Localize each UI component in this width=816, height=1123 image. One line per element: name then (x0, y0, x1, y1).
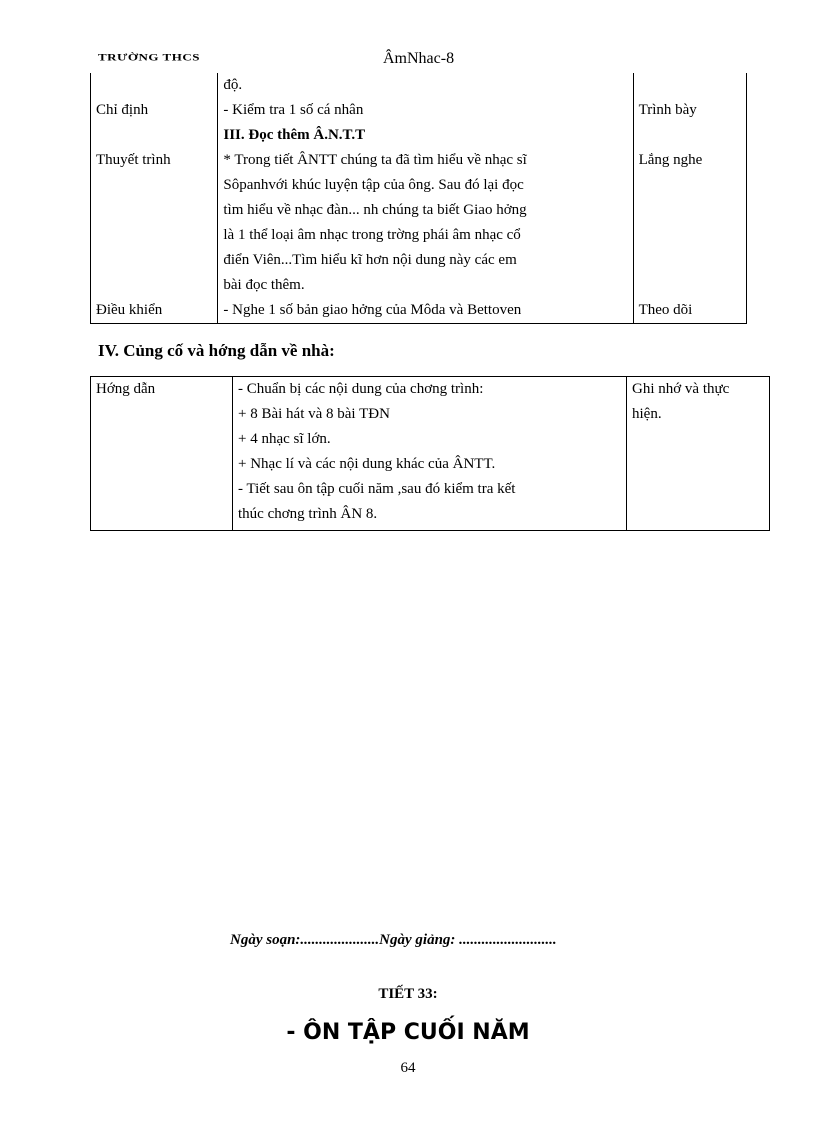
method-cell: Hớng dẫn (96, 381, 156, 397)
content-cell (218, 98, 633, 123)
content-line: - Tiết sau ôn tập cuối năm ,sau đó kiểm tra kết (238, 481, 516, 497)
homework-table (90, 376, 770, 531)
content-line: độ. (223, 77, 243, 93)
method-cell: Chỉ định (96, 102, 149, 118)
student-line: hiện. (632, 406, 662, 422)
content-line: * Trong tiết ÂNTT chúng ta đã tìm hiểu về nhạc sĩ (223, 152, 527, 168)
content-cell (218, 73, 633, 98)
table-row (91, 98, 747, 123)
content-line: là 1 thể loại âm nhạc trong trờng phái âm nhạc cổ (223, 227, 521, 243)
table-row (91, 377, 770, 531)
content-line: bài đọc thêm. (223, 277, 305, 293)
table-row (91, 298, 747, 324)
student-line: Ghi nhớ và thực (632, 381, 730, 397)
content-line: III. Đọc thêm Â.N.T.T (223, 127, 366, 143)
student-cell: Theo dõi (638, 302, 693, 318)
content-line: Sôpanhvới khúc luyện tập của ông. Sau đó lại đọc (223, 177, 524, 193)
content-line: điển Viên...Tìm hiểu kĩ hơn nội dung này các em (223, 252, 517, 268)
table-row (91, 73, 747, 98)
school-header: TRƯỜNG THCS (98, 52, 200, 63)
page-number: 64 (400, 1060, 416, 1076)
method-cell (91, 123, 218, 148)
content-line: - Nghe 1 số bản giao hởng của Môda và Bettoven (223, 302, 522, 318)
student-cell (627, 377, 770, 531)
student-cell (633, 123, 746, 148)
student-cell (633, 73, 746, 98)
method-cell (91, 73, 218, 98)
content-cell (233, 377, 627, 531)
activities-table (90, 73, 747, 324)
content-line: thúc chơng trình ÂN 8. (238, 506, 378, 522)
lesson-number: TIẾT 33: (378, 986, 438, 1002)
table-row (91, 123, 747, 148)
method-cell: Thuyết trình (96, 152, 171, 168)
date-line: Ngày soạn:.....................Ngày giảng: .......................... (230, 932, 557, 948)
section-heading (218, 123, 633, 148)
content-cell (218, 298, 633, 324)
content-line: - Kiểm tra 1 số cá nhân (223, 102, 364, 118)
student-cell: Lắng nghe (638, 152, 703, 168)
content-line: tìm hiểu về nhạc đàn... nh chúng ta biết Giao hởng (223, 202, 527, 218)
subject-header: ÂmNhac-8 (383, 50, 455, 67)
lesson-title: - ÔN TẬP CUỐI NĂM (286, 1020, 530, 1045)
content-line: - Chuẩn bị các nội dung của chơng trình: (238, 381, 484, 397)
student-cell: Trình bày (638, 102, 697, 118)
content-line: + 4 nhạc sĩ lớn. (238, 431, 331, 447)
section-iv-title: IV. Củng cố và hớng dẫn về nhà: (98, 341, 335, 360)
content-cell (218, 148, 633, 298)
table-row (91, 148, 747, 298)
method-cell: Điều khiển (96, 302, 163, 318)
content-line: + 8 Bài hát và 8 bài TĐN (238, 406, 390, 422)
content-line: + Nhạc lí và các nội dung khác của ÂNTT. (238, 456, 496, 472)
